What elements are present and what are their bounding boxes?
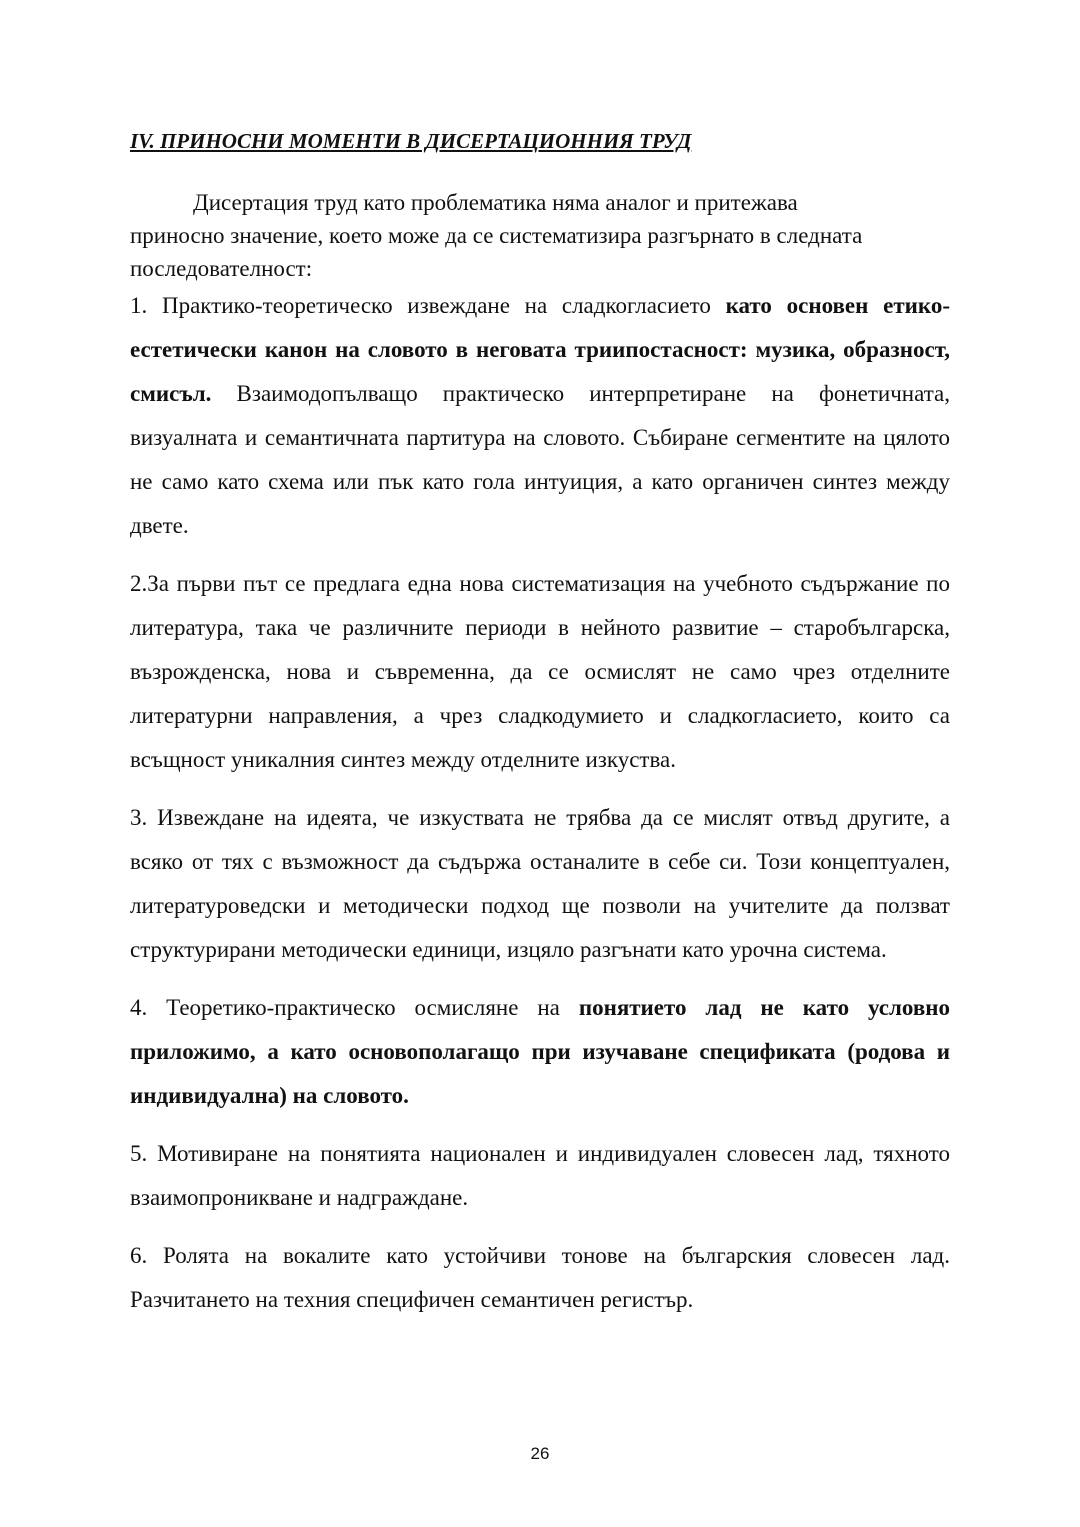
intro-line-1: Дисертация труд като проблематика няма аналог и притежава: [193, 190, 798, 215]
section-heading: IV. ПРИНОСНИ МОМЕНТИ В ДИСЕРТАЦИОННИЯ ТРУД: [130, 129, 692, 153]
item-4-bold: понятието лад не като условно приложимо, а като основополагащо при изучаване спецификата (родова и индивидуална) на словото.: [130, 995, 950, 1108]
document-page: [130, 126, 950, 1322]
intro-line-2: приносно значение, което може да се систематизира разгърнато в следната: [130, 223, 863, 248]
contribution-item-2: 2.За първи път се предлага една нова систематизация на учебното съдържание по литература, така че различните периоди в нейното развитие – старобългарска, възрожденска, нова и съвременна, да се осмислят не само чрез отделните литературни направления, а чрез сладкодумието и сладкогласието, които са всъщност уникалния синтез между отделните изкуства.: [130, 571, 950, 772]
item-1-tail: Взаимодопълващо практическо интерпретиране на фонетичната, визуалната и семантичната партитура на словото. Събиране сегментите на цялото не само като схема или пък като гола интуиция, а като органичен синтез между двете.: [130, 381, 950, 538]
intro-line-3: последователност:: [130, 256, 313, 281]
contribution-item-3: 3. Извеждане на идеята, че изкуствата не трябва да се мислят отвъд другите, а всяко от тях с възможност да съдържа останалите в себе си. Този концептуален, литературоведски и методически подход ще позволи на учителите да ползват структурирани методически единици, изцяло разгънати като урочна система.: [130, 805, 950, 962]
contribution-item-4: [130, 986, 950, 1118]
contribution-item-5: 5. Мотивиране на понятията национален и индивидуален словесен лад, тяхното взаимопроникване и надграждане.: [130, 1141, 950, 1210]
page-number: 26: [530, 1444, 550, 1463]
contribution-item-6: 6. Ролята на вокалите като устойчиви тонове на българския словесен лад. Разчитането на техния специфичен семантичен регистър.: [130, 1243, 950, 1312]
intro-paragraph: [130, 186, 950, 285]
item-1-lead: 1. Практико-теоретическо извеждане на сладкогласието: [130, 293, 726, 318]
contribution-item-1: [130, 284, 950, 548]
item-1-bold: като основен етико-естетически канон на словото в неговата триипостасност: музика, образност, смисъл.: [130, 293, 950, 406]
item-4-lead: 4. Теоретико-практическо осмисляне на: [130, 995, 579, 1020]
